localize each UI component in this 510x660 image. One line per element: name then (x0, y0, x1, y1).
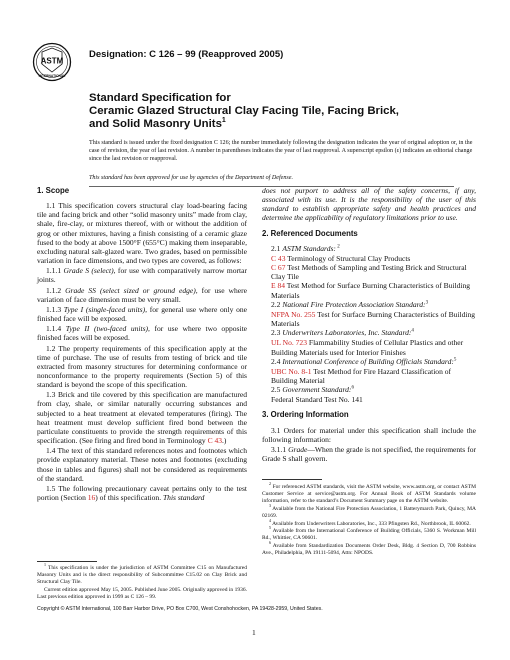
title-footnote-mark: 1 (221, 117, 226, 125)
paragraph-3-1-1 (262, 445, 476, 463)
paragraph-1-1-2 (37, 286, 247, 304)
paragraph-1-1: 1.1 This specification covers structural clay load-bearing facing tile and facing brick and other “solid masonry units” made from clay, shale, fire-clay, or mixtures thereof, with or without the addition of grog or other mixtures, having a finish consisting of a ceramic glaze fused to the body at above 1500°F (655°C) making them inseparable, excluding natural salt-glazed ware. Two grades, based on permissible variation in face dimensions, and two types are covered, as follows: (37, 201, 247, 266)
paragraph-1-1-3 (37, 305, 247, 323)
p113-term: Type I (single-faced units), (63, 304, 147, 314)
fn1-text: This specification is under the jurisdiction of ASTM Committee C15 on Manufactured Masonry Units and is the direct responsibility of Subcommittee C15.02 on Clay Brick and Structural Clay Tile. (37, 565, 247, 585)
page-number: 1 (252, 628, 256, 637)
ref-ubc (262, 367, 476, 385)
section-heading-ordering-information: 3. Ordering Information (262, 410, 349, 420)
ref-2-2 (262, 300, 476, 309)
fn2-mark: 2 (269, 481, 271, 487)
paragraph-1-1-4 (37, 324, 247, 342)
fn4-mark: 4 (269, 517, 271, 523)
fn5-text: Available from the International Conference of Building Officials, 5360 S. Workman Mill Rd., Whittier, CA 90601. (262, 528, 476, 542)
title-line-3 (89, 118, 469, 131)
p311-term: Grade (288, 444, 308, 454)
ref-federal: Federal Standard Test No. 141 (271, 395, 363, 405)
p112-term: Grade SS (select sized or ground edge), (65, 285, 198, 295)
paragraph-1-3 (37, 390, 247, 445)
r22-num: 2.2 (271, 299, 283, 309)
section-heading-scope: 1. Scope (37, 186, 70, 195)
r25-mark: 6 (351, 385, 354, 391)
fn6-text: Available from Standardization Documents Order Desk, Bldg. 4 Section D, 700 Robbins Ave., Philadelphia, PA 19111-5094, Attn: NPODS. (262, 543, 476, 557)
ref-2-3 (262, 328, 476, 337)
title-line-1: Standard Specification for (89, 92, 231, 104)
p311-num: 3.1.1 (271, 444, 289, 454)
p113-num: 1.1.3 (46, 304, 64, 314)
p113-text: for general use where only one finished face will be exposed. (37, 304, 248, 324)
ref-2-5 (262, 385, 476, 394)
ref-c43 (262, 254, 476, 263)
p311-text: —When the grade is not specified, the requirements for Grade S shall govern. (262, 444, 476, 464)
r24-num: 2.4 (271, 356, 283, 366)
link-c43-ref[interactable]: C 43 (271, 253, 286, 263)
safety-caveat: does not purport to address all of the safety concerns, if any, associated with its use. It is the responsibility of the user of this standard to establish appropriate safety and health practices and determine the applicability of regulatory limitations prior to use. (262, 186, 476, 223)
standard-notice: This standard is issued under the fixed designation C 126; the number immediately following the designation indicates the year of original adoption or, in the case of revision, the year of last revision. A number in parentheses indicates the year of last reapproval. A superscript epsilon (ε) indicates an editorial change since the last revision or reapproval. (89, 140, 473, 163)
link-nfpa-ref[interactable]: NFPA No. 255 (271, 309, 316, 319)
p114-term: Type II (two-faced units), (65, 324, 150, 334)
title-line-3-text: and Solid Masonry Units (89, 118, 222, 130)
astm-logo-icon (32, 42, 72, 82)
p112-num: 1.1.2 (46, 285, 66, 295)
title-line-2: Ceramic Glazed Structural Clay Facing Tile, Facing Brick, (89, 105, 399, 117)
fn5-mark: 5 (269, 525, 271, 531)
r23-mark: 4 (411, 328, 414, 334)
section-heading-referenced-documents: 2. Referenced Documents (262, 228, 358, 238)
p13-text: 1.3 Brick and tile covered by this specification are manufactured from clay, shale, or similar naturally occurring substances and subjected to a heat treatment at elevated temperatures (firing). The heat treatment must develop sufficient fired bond between the particulate constituents to provide the strength requirements of this specification. (See firing and fired bond in Terminology (37, 390, 247, 446)
ubc-title: Test Method for Fire Hazard Classification of Building Material (271, 366, 452, 385)
ref-c67 (262, 263, 476, 281)
fn1-mark: 1 (44, 562, 46, 568)
link-ul-ref[interactable]: UL No. 723 (271, 338, 307, 348)
r23-title: Underwriters Laboratories, Inc. Standard: (282, 328, 412, 338)
nfpa-title: Test for Surface Burning Characteristics of Building Materials (271, 309, 476, 329)
ref-e84 (262, 281, 476, 299)
r25-num: 2.5 (271, 385, 283, 395)
r23-num: 2.3 (271, 328, 283, 338)
r21-num: 2.1 (271, 243, 283, 253)
r22-mark: 3 (425, 300, 429, 306)
logo-subtext: INTERNATIONAL (38, 74, 66, 78)
e84-title: Test Method for Surface Burning Characteristics of Building Materials (271, 281, 471, 300)
fn4-text: Available from Underwriters Laboratories, Inc., 333 Pfingsten Rd., Northbrook, IL 60062. (271, 520, 471, 527)
c43-title: Terminology of Structural Clay Products (285, 253, 411, 263)
p111-text: for use with comparatively narrow mortar joints. (37, 266, 247, 285)
footnote-divider-right (262, 479, 322, 480)
ref-2-1 (262, 244, 476, 253)
r21-mark: 2 (335, 244, 340, 250)
copyright-line: Copyright © ASTM International, 100 Barr Harbor Drive, PO Box C700, West Conshohocken, PA 19428-2959, United States. (37, 606, 323, 612)
footnote-4 (262, 517, 476, 528)
footnote-2 (262, 481, 476, 505)
p111-num: 1.1.1 (46, 266, 64, 276)
footnote-1-edition: Current edition approved May 15, 2005. Published June 2005. Originally approved in 1936. Last previous edition approved in 1999 as C 126 – 99. (37, 586, 247, 600)
p114-text: for use where two opposite finished faces will be exposed. (37, 324, 248, 343)
p112-text: for use where variation of face dimension must be very small. (37, 285, 247, 304)
paragraph-1-1-1 (37, 266, 247, 284)
fn3-text: Available from the National Fire Protection Association, 1 Batterymarch Park, Quincy, MA 02169. (262, 505, 476, 519)
footnote-6 (262, 540, 476, 557)
r22-title: National Fire Protection Association Standard: (282, 299, 426, 309)
ref-nfpa (262, 310, 476, 328)
p13-end: .) (222, 436, 227, 446)
ref-ul (262, 338, 476, 356)
c67-title: Test Methods of Sampling and Testing Brick and Structural Clay Tile (271, 263, 467, 282)
footnote-5 (262, 525, 476, 542)
link-ubc-ref[interactable]: UBC No. 8-1 (271, 366, 312, 376)
paragraph-3-1: 3.1 Orders for material under this specification shall include the following information: (262, 425, 476, 444)
approval-note: This standard has been approved for use by agencies of the Department of Defense. (89, 175, 293, 181)
p15-text: 1.5 The following precautionary caveat pertains only to the test portion (Section (37, 483, 247, 502)
footnotes-left (37, 562, 247, 602)
fn3-mark: 3 (269, 502, 271, 508)
footnote-1 (37, 562, 247, 586)
link-section-16[interactable]: 16 (87, 493, 96, 502)
fn6-mark: 6 (269, 540, 271, 546)
fn2-text: For referenced ASTM standards, visit the ASTM website, www.astm.org, or contact ASTM Customer Service at service@astm.org. For Annual Book of ASTM Standards volume information, refer to the standard’s Document Summary page on the ASTM website. (262, 484, 476, 504)
document-title (89, 92, 469, 131)
link-e84-ref[interactable]: E 84 (271, 281, 286, 291)
link-c67-ref[interactable]: C 67 (271, 263, 286, 273)
ul-title: Flammability Studies of Cellular Plastics and other Building Materials used for Interior Finishes (271, 338, 464, 357)
r21-title: ASTM Standards: (282, 243, 336, 253)
r24-mark: 5 (453, 357, 457, 363)
left-column (37, 186, 247, 503)
r24-title: International Conference of Building Officials Standard: (282, 356, 454, 366)
link-c43[interactable]: C 43 (207, 436, 223, 446)
p15-mid: ) of this specification. (95, 493, 163, 502)
ref-2-4 (262, 357, 476, 366)
designation: Designation: C 126 – 99 (Reapproved 2005) (89, 49, 284, 60)
footnotes-right (262, 481, 476, 558)
footnote-3 (262, 502, 476, 520)
paragraph-1-2: 1.2 The property requirements of this specification apply at the time of purchase. The use of results from testing of brick and tile extracted from masonry structures for determining conformance or nonconformance to the property requirements (Section 5) of this standard is beyond the scope of this specification. (37, 343, 247, 390)
p15-caveat: This standard (162, 493, 205, 502)
footnote-divider-left (37, 561, 97, 562)
p114-num: 1.1.4 (46, 324, 66, 334)
r25-title: Government Standard: (282, 385, 352, 395)
paragraph-1-4: 1.4 The text of this standard references notes and footnotes which provide explanatory material. These notes and footnotes (excluding those in tables and figures) shall not be considered as requirements of the standard. (37, 446, 247, 483)
logo-text: ASTM (40, 56, 64, 66)
p111-term: Grade S (select), (63, 266, 116, 276)
paragraph-1-5 (37, 484, 247, 502)
right-column (262, 186, 476, 464)
